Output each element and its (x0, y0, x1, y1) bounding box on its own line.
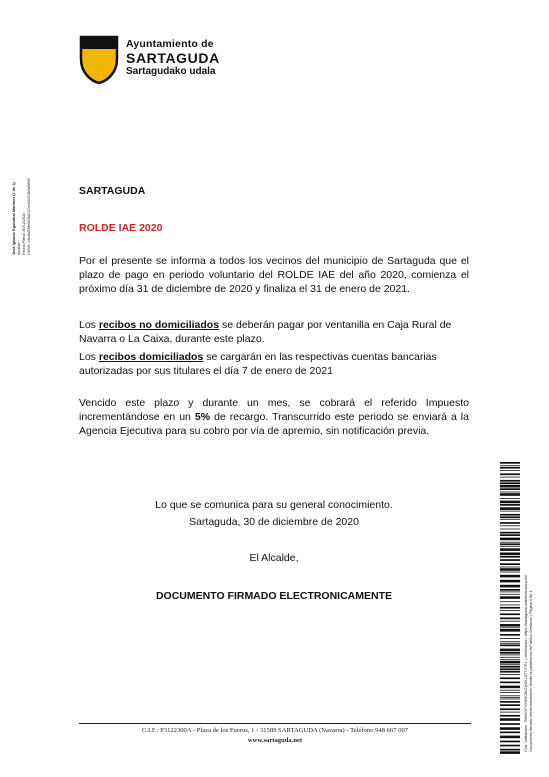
logo-line-2: SARTAGUDA (126, 50, 220, 66)
p3-before: Los (79, 351, 99, 363)
signature-date: Fecha Firma: 30/12/2020 (22, 212, 26, 255)
signature-hash: HASH: e9c6a538ebf2bd147ec53015b9d9658 (27, 178, 31, 255)
signer-role: Alcalde (17, 242, 21, 255)
closing-line: Lo que se comunica para su general conocimiento. (155, 499, 393, 511)
p2-bold: recibos no domiciliados (98, 319, 220, 331)
footer-divider (79, 723, 471, 724)
place-date: Sartaguda, 30 de diciembre de 2020 (189, 516, 359, 528)
signed-note: DOCUMENTO FIRMADO ELECTRONICAMENTE (155, 590, 393, 602)
signer-name: José Ignacio Eguizabal Martínez (1 de 1) (12, 182, 16, 255)
logo-text (126, 38, 220, 78)
p2-after: se deberán pagar por ventanilla en Caja Rural de Navarra o La Caixa, durante este plazo. (79, 319, 452, 345)
p3-bold: recibos domiciliados (98, 351, 204, 363)
p3-after: se cargarán en las respectivas cuentas bancarias autorizadas por sus titulares el día 7 de enero de 2021 (79, 351, 437, 377)
paragraph-3 (79, 350, 469, 378)
shield-icon (79, 35, 119, 85)
council-logo (79, 35, 220, 85)
logo-line-1: Ayuntamiento de (126, 38, 214, 50)
signer-title: El Alcalde, (249, 552, 299, 564)
p4-before: Vencido este plazo y durante un mes, se cobrará el referido Impuesto incrementándose en un (79, 397, 469, 423)
letter-subject: ROLDE IAE 2020 (79, 222, 163, 234)
validation-line-2: Documento firmado electrónicamente desde la plataforma esPublico Gestiona | Página 1 de 1 (528, 590, 533, 752)
footer-website: www.sartaguda.net (247, 737, 303, 744)
p4-bold: 5% (194, 411, 211, 423)
validation-text (523, 462, 533, 752)
barcode-icon (500, 462, 520, 754)
letter-heading: SARTAGUDA (79, 185, 146, 197)
validation-line-1: Cód. Validación: 7M6KDPHY6WJWGM3XL3TTJ7P2 | Verificación: https://sartaguda.sedelectronica.es/ (523, 574, 528, 752)
paragraph-4 (79, 396, 469, 438)
paragraph-2 (79, 318, 469, 346)
signature-stamp (12, 75, 32, 255)
p2-before: Los (79, 319, 99, 331)
p4-after: de recargo. Transcurrido este periodo se enviará a la Agencia Ejecutiva para su cobro por vía de apremio, sin notificación previa. (79, 411, 469, 437)
footer-address: C.I.F.: P3122300A - Plaza de los Fueros, 1 - 31589 SARTAGUDA (Navarra) - Teléfono 948 667 007 (141, 727, 409, 734)
paragraph-1: Por el presente se informa a todos los vecinos del municipio de Sartaguda que el plazo de pago en periodo voluntario del ROLDE IAE del año 2020, comienza el próximo día 31 de diciembre de 2020 y finaliza el 31 de enero de 2021. (79, 255, 469, 295)
logo-line-3: Sartagudako udala (126, 66, 216, 77)
